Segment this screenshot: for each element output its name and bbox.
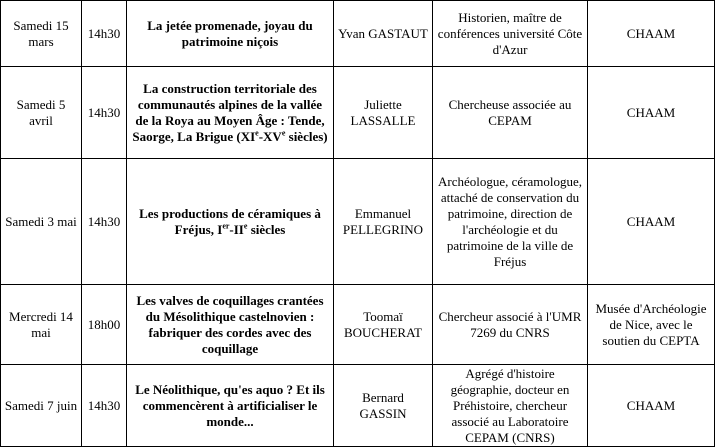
title-cell [127, 159, 334, 285]
organizer-cell: CHAAM [588, 365, 715, 447]
date-cell: Samedi 5 avril [1, 67, 82, 159]
title-text: -XV [258, 128, 282, 144]
table-row [1, 365, 715, 447]
date-cell: Samedi 3 mai [1, 159, 82, 285]
time-cell: 14h30 [82, 365, 127, 447]
speaker-cell [334, 159, 433, 285]
speaker-first-name: Bernard [362, 389, 404, 405]
role-cell: Archéologue, céramologue, attaché de conservation du patrimoine, direction de l'archéologie et du patrimoine de la ville de Fréjus [433, 159, 588, 285]
date-cell: Samedi 15 mars [1, 1, 82, 67]
title-cell: La jetée promenade, joyau du patrimoine niçois [127, 1, 334, 67]
time-cell: 14h30 [82, 67, 127, 159]
date-cell: Samedi 7 juin [1, 365, 82, 447]
table-row [1, 1, 715, 67]
title-text: Les productions de céramiques à Fréjus, I [139, 205, 321, 237]
title-text: siècles [247, 221, 286, 237]
speaker-cell [334, 1, 433, 67]
organizer-cell: CHAAM [588, 1, 715, 67]
title-superscript: e [243, 221, 248, 231]
time-cell: 18h00 [82, 285, 127, 365]
time-cell: 14h30 [82, 159, 127, 285]
speaker-last-name: GASSIN [359, 405, 407, 421]
speaker-first-name: Yvan [338, 25, 365, 41]
speaker-first-name: Juliette [364, 96, 402, 112]
time-cell: 14h30 [82, 1, 127, 67]
speaker-last-name: LASSALLE [350, 112, 416, 128]
table-row [1, 159, 715, 285]
organizer-cell: CHAAM [588, 67, 715, 159]
title-superscript: er [222, 221, 230, 231]
title-superscript: e [255, 128, 259, 138]
role-cell: Agrégé d'histoire géographie, docteur en Préhistoire, chercheur associé au Laboratoire CEPAM (CNRS) [433, 365, 588, 447]
title-cell [127, 67, 334, 159]
speaker-last-name: PELLEGRINO [342, 221, 424, 237]
speaker-first-name: Emmanuel [354, 205, 412, 221]
speaker-cell [334, 67, 433, 159]
speaker-last-name: GASTAUT [368, 25, 428, 41]
role-cell: Chercheuse associée au CEPAM [433, 67, 588, 159]
title-superscript: e [281, 128, 286, 138]
role-cell: Historien, maître de conférences université Côte d'Azur [433, 1, 588, 67]
date-cell: Mercredi 14 mai [1, 285, 82, 365]
title-text: La construction territoriale des communautés alpines de la vallée de la Roya au Moyen Âge : Tende, Saorge, La Brigue (XI [132, 80, 325, 144]
speaker-cell [334, 285, 433, 365]
title-cell: Le Néolithique, qu'es aquo ? Et ils commencèrent à artificialiser le monde... [127, 365, 334, 447]
table-row [1, 285, 715, 365]
organizer-cell: Musée d'Archéologie de Nice, avec le soutien du CEPTA [588, 285, 715, 365]
table-row [1, 67, 715, 159]
organizer-cell: CHAAM [588, 159, 715, 285]
title-text: -II [229, 221, 244, 237]
speaker-first-name: Toomaï [363, 308, 403, 324]
speaker-last-name: BOUCHERAT [343, 324, 422, 340]
title-text: siècles) [285, 128, 328, 144]
speaker-cell [334, 365, 433, 447]
title-cell: Les valves de coquillages crantées du Mésolithique castelnovien : fabriquer des cordes avec des coquillage [127, 285, 334, 365]
role-cell: Chercheur associé à l'UMR 7269 du CNRS [433, 285, 588, 365]
